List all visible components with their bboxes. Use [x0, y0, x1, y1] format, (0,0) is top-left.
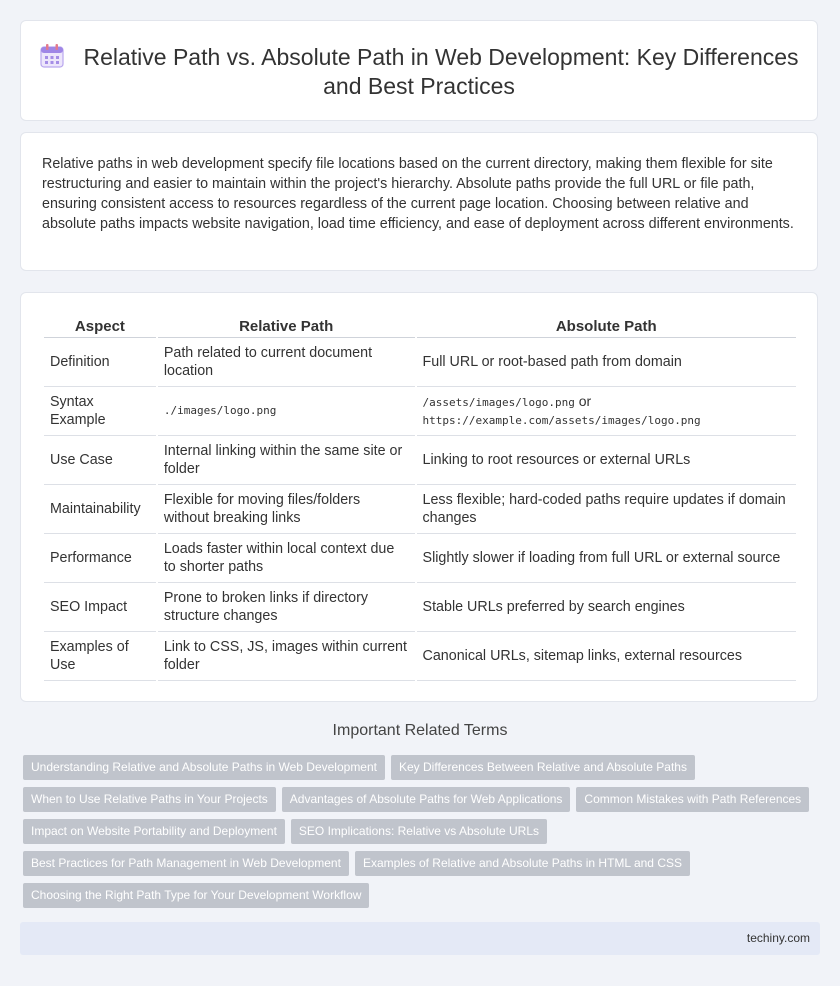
relative-cell: Internal linking within the same site or folder — [158, 436, 415, 485]
table-row — [44, 485, 796, 534]
related-tag[interactable]: Best Practices for Path Management in Web Development — [23, 851, 349, 876]
related-tags-row-4 — [23, 851, 690, 876]
title-card — [20, 20, 818, 121]
relative-cell: Link to CSS, JS, images within current folder — [158, 632, 415, 681]
aspect-cell: Syntax Example — [44, 387, 156, 436]
absolute-cell: Less flexible; hard-coded paths require updates if domain changes — [417, 485, 796, 534]
related-tag[interactable]: Understanding Relative and Absolute Paths in Web Development — [23, 755, 385, 780]
column-header-aspect: Aspect — [44, 315, 156, 338]
comparison-table-card — [20, 292, 818, 702]
table-header-row — [44, 315, 796, 338]
table-row — [44, 583, 796, 632]
relative-cell: Path related to current document location — [158, 338, 415, 387]
absolute-cell: Stable URLs preferred by search engines — [417, 583, 796, 632]
related-tags-row-2 — [23, 787, 809, 812]
relative-cell: Flexible for moving files/folders without breaking links — [158, 485, 415, 534]
relative-cell: Prone to broken links if directory structure changes — [158, 583, 415, 632]
absolute-cell: Slightly slower if loading from full URL or external source — [417, 534, 796, 583]
table-row — [44, 534, 796, 583]
related-tag[interactable]: SEO Implications: Relative vs Absolute URLs — [291, 819, 547, 844]
related-tags-row-3 — [23, 819, 547, 844]
relative-cell: Loads faster within local context due to shorter paths — [158, 534, 415, 583]
calendar-icon — [39, 43, 65, 69]
aspect-cell: SEO Impact — [44, 583, 156, 632]
related-tag[interactable]: Examples of Relative and Absolute Paths in HTML and CSS — [355, 851, 690, 876]
column-header-relative: Relative Path — [158, 315, 415, 338]
intro-card — [20, 132, 818, 271]
related-terms-heading: Important Related Terms — [332, 722, 508, 739]
aspect-cell: Use Case — [44, 436, 156, 485]
aspect-cell: Performance — [44, 534, 156, 583]
relative-cell: ./images/logo.png — [158, 387, 415, 436]
footer-bar — [20, 922, 820, 955]
related-tag[interactable]: When to Use Relative Paths in Your Projects — [23, 787, 276, 812]
aspect-cell: Examples of Use — [44, 632, 156, 681]
footer-brand[interactable]: techiny.com — [746, 931, 810, 945]
absolute-example-root: /assets/images/logo.png — [422, 396, 575, 409]
comparison-table — [42, 315, 798, 681]
absolute-example-url: https://example.com/assets/images/logo.png — [422, 414, 701, 427]
absolute-example-joiner: or — [574, 393, 596, 409]
table-row — [44, 632, 796, 681]
related-tags-row-5 — [23, 883, 369, 908]
absolute-cell: Full URL or root-based path from domain — [417, 338, 796, 387]
related-tag[interactable]: Advantages of Absolute Paths for Web Applications — [282, 787, 571, 812]
page-title — [21, 43, 817, 101]
table-row — [44, 436, 796, 485]
table-row — [44, 338, 796, 387]
related-tags-row-1 — [23, 755, 695, 780]
absolute-cell — [417, 387, 796, 436]
related-tag[interactable]: Common Mistakes with Path References — [576, 787, 809, 812]
column-header-absolute: Absolute Path — [417, 315, 796, 338]
absolute-cell: Linking to root resources or external URLs — [417, 436, 796, 485]
absolute-cell: Canonical URLs, sitemap links, external resources — [417, 632, 796, 681]
aspect-cell: Maintainability — [44, 485, 156, 534]
related-tag[interactable]: Choosing the Right Path Type for Your Development Workflow — [23, 883, 369, 908]
related-tag[interactable]: Impact on Website Portability and Deployment — [23, 819, 285, 844]
related-tag[interactable]: Key Differences Between Relative and Absolute Paths — [391, 755, 695, 780]
page-title-text: Relative Path vs. Absolute Path in Web Development: Key Differences and Best Practices — [83, 44, 799, 99]
aspect-cell: Definition — [44, 338, 156, 387]
intro-paragraph: Relative paths in web development specify file locations based on the current directory, making them flexible for site restructuring and easier to maintain within the project's hierarchy. Absolute paths provide the full URL or file path, ensuring consistent access to resources regardless of the current page location. Choosing between relative and absolute paths impacts website navigation, load time efficiency, and ease of deployment across different environments. — [42, 156, 794, 232]
table-row — [44, 387, 796, 436]
